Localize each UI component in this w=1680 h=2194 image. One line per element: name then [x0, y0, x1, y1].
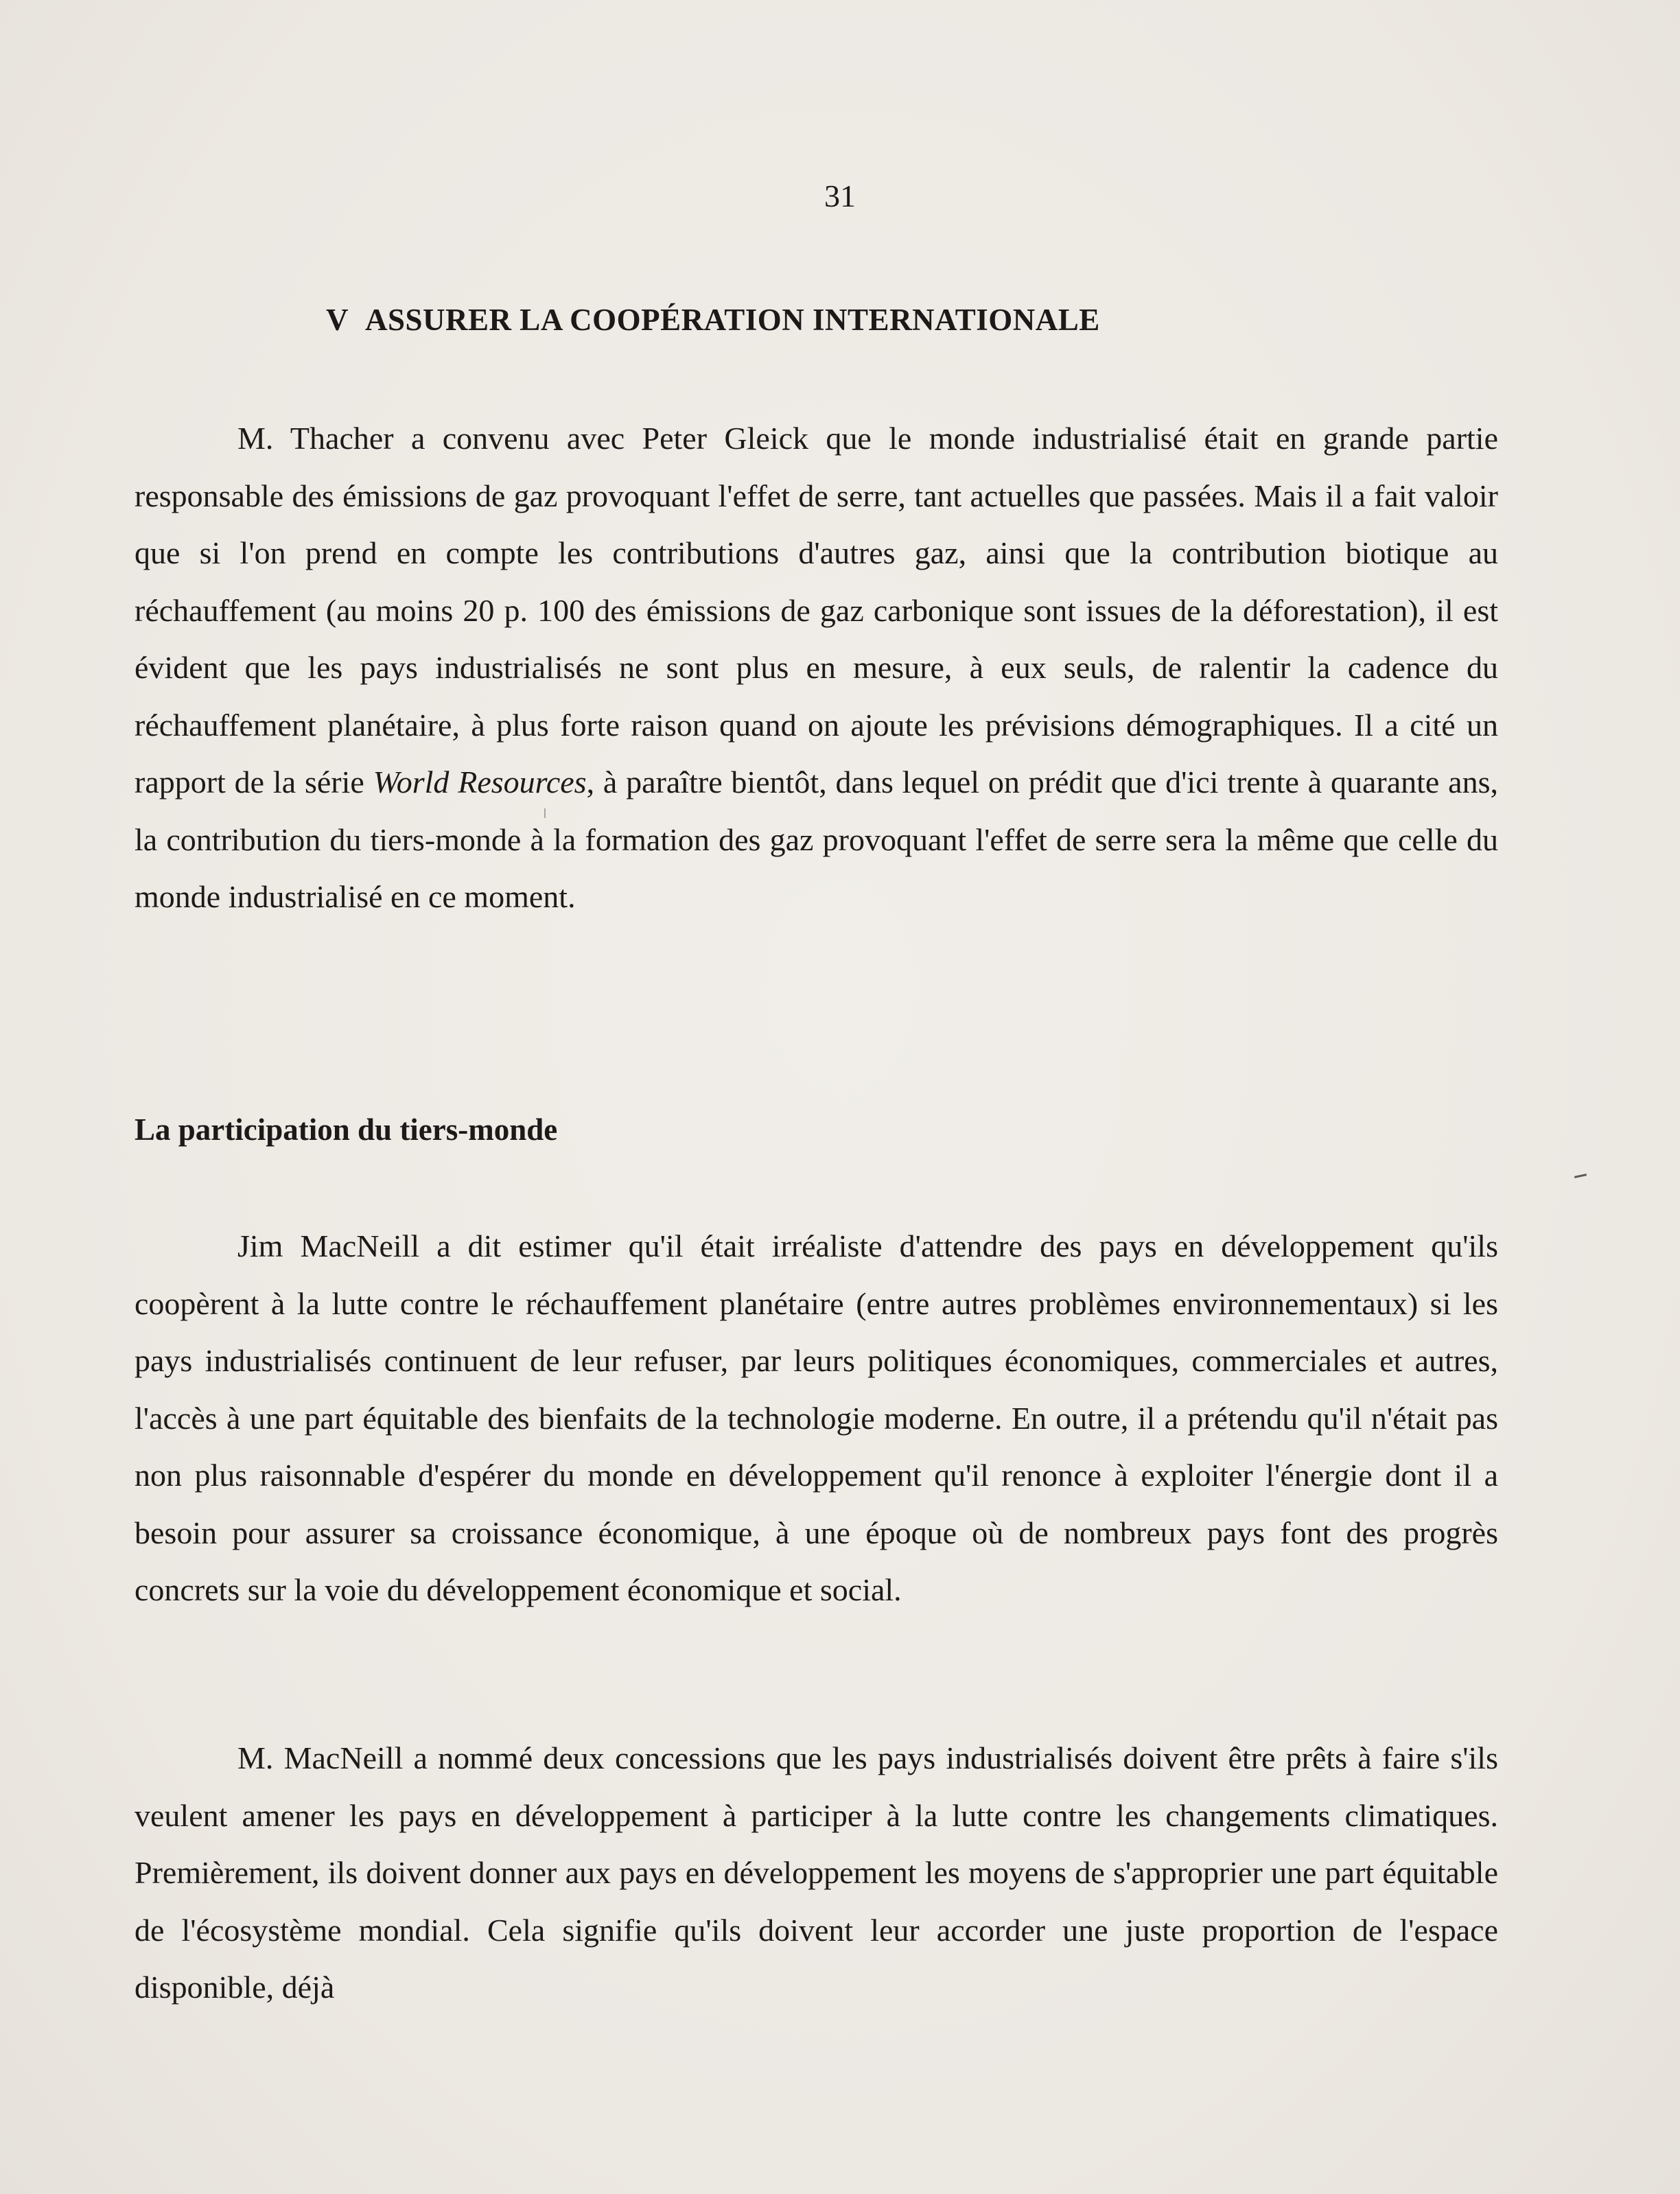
margin-pen-mark: [1574, 1174, 1587, 1178]
subheading: La participation du tiers-monde: [135, 1112, 558, 1147]
paragraph-1: [135, 410, 1498, 926]
paragraph-1-text-b: , à paraître bientôt, dans lequel on prédit que d'ici trente à quarante ans, la contribution du tiers-monde à la formation des gaz provoquant l'effet de serre sera la même que celle du monde industrialisé en ce moment.: [135, 765, 1498, 914]
paragraph-3-text: M. MacNeill a nommé deux concessions que les pays industrialisés doivent être prêts à faire s'ils veulent amener les pays en développement à participer à la lutte contre les changements climatiques. Premièrement, ils doivent donner aux pays en développement les moyens de s'approprier une part équitable de l'écosystème mondial. Cela signifie qu'ils doivent leur accorder une juste proportion de l'espace disponible, déjà: [135, 1740, 1498, 2005]
page-number: 31: [824, 178, 856, 213]
section-number: V: [326, 303, 349, 337]
paragraph-2-text: Jim MacNeill a dit estimer qu'il était irréaliste d'attendre des pays en développement qu'ils coopèrent à la lutte contre le réchauffement planétaire (entre autres problèmes environnementaux) si les pays industrialisés continuent de leur refuser, par leurs politiques économiques, commerciales et autres, l'accès à une part équitable des bienfaits de la technologie moderne. En outre, il a prétendu qu'il n'était pas non plus raisonnable d'espérer du monde en développement qu'il renonce à exploiter l'énergie dont il a besoin pour assurer sa croissance économique, à une époque où de nombreux pays font des progrès concrets sur la voie du développement économique et social.: [135, 1228, 1498, 1607]
paragraph-1-text-a: M. Thacher a convenu avec Peter Gleick que le monde industrialisé était en grande partie responsable des émissions de gaz provoquant l'effet de serre, tant actuelles que passées. Mais il a fait valoir que si l'on prend en compte les contributions d'autres gaz, ainsi que la contribution biotique au réchauffement (au moins 20 p. 100 des émissions de gaz carbonique sont issues de la déforestation), il est évident que les pays industrialisés ne sont plus en mesure, à eux seuls, de ralentir la cadence du réchauffement planétaire, à plus forte raison quand on ajoute les prévisions démographiques. Il a cité un rapport de la série: [135, 421, 1498, 800]
section-heading: [326, 301, 1355, 339]
stray-mark: [544, 808, 546, 818]
paragraph-2: [135, 1217, 1498, 1619]
paragraph-3: [135, 1729, 1498, 2016]
section-title-text: ASSURER LA COOPÉRATION INTERNATIONALE: [365, 303, 1100, 337]
paragraph-1-italic-title: World Resources: [373, 765, 587, 800]
